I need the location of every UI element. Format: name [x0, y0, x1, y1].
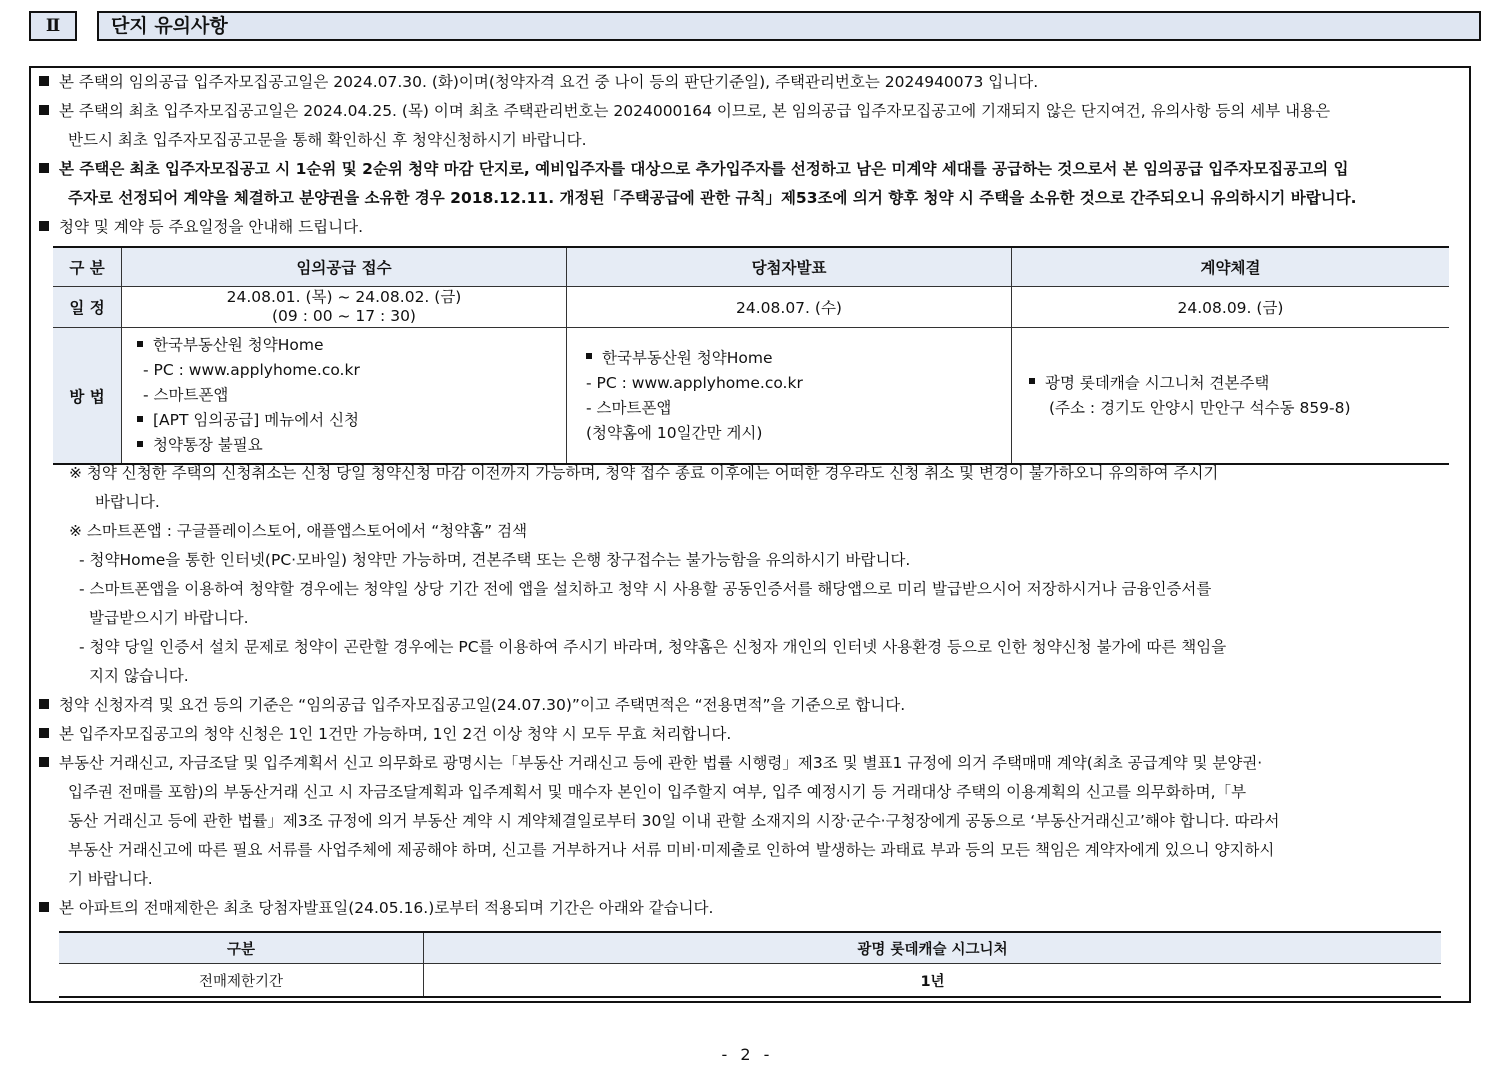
paragraph-bold — [39, 155, 1461, 184]
table-row — [53, 287, 1449, 328]
note-line: ※ 스마트폰앱 : 구글플레이스토어, 애플앱스토어에서 “청약홈” 검색 — [69, 522, 528, 540]
note-line: - 청약Home을 통한 인터넷(PC·모바일) 청약만 가능하며, 견본주택 또는 은행 창구접수는 불가능함을 유의하시기 바랍니다. — [79, 551, 911, 569]
table-header-row — [59, 932, 1441, 964]
paragraph-text: 동산 거래신고 등에 관한 법률」제3조 규정에 의거 부동산 계약 시 계약체결일로부터 30일 이내 관할 소재지의 시장·군수·구청장에게 공동으로 ‘부동산거래신고’해야 합니다. 따라서 — [68, 812, 1280, 830]
paragraph-text: 본 주택은 최초 입주자모집공고 시 1순위 및 2순위 청약 마감 단지로, 예비입주자를 대상으로 추가입주자를 선정하고 남은 미계약 세대를 공급하는 것으로서 본 임의공급 입주자모집공고의 입 — [59, 160, 1349, 178]
note-line: ※ 청약 신청한 주택의 신청취소는 신청 당일 청약신청 마감 이전까지 가능하며, 청약 접수 종료 이후에는 어떠한 경우라도 신청 취소 및 변경이 불가하오니 유의하여 주시기 — [69, 464, 1219, 482]
paragraph — [39, 97, 1461, 126]
header-cell: 광명 롯데캐슬 시그니처 — [424, 932, 1442, 964]
list-item: 광명 롯데캐슬 시그니처 견본주택 — [1045, 373, 1270, 392]
header-cell: 당첨자발표 — [567, 247, 1012, 287]
paragraph-text: 부동산 거래신고, 자금조달 및 입주계획서 신고 의무화로 광명시는「부동산 거래신고 등에 관한 법률 시행령」제3조 및 별표1 규정에 의거 주택매매 계약(최초 공급계약 및 분양권· — [59, 754, 1263, 772]
row-label: 방 법 — [53, 328, 122, 465]
paragraph-text: 본 아파트의 전매제한은 최초 당첨자발표일(24.05.16.)로부터 적용되며 기간은 아래와 같습니다. — [59, 899, 714, 917]
header-cell: 계약체결 — [1012, 247, 1450, 287]
paragraph-continued — [39, 126, 1461, 155]
bullet-square-icon — [39, 105, 49, 115]
paragraph-continued — [39, 865, 1461, 894]
bullet-square-icon — [39, 76, 49, 86]
paragraph — [39, 894, 1461, 923]
date-line: 24.08.01. (목) ~ 24.08.02. (금) — [226, 288, 462, 306]
paragraph — [39, 213, 1461, 242]
paragraph-text: 주자로 선정되어 계약을 체결하고 분양권을 소유한 경우 2018.12.11. 개정된「주택공급에 관한 규칙」제53조에 의거 향후 청약 시 주택을 소유한 것으로 간주되오니 유의하시기 바랍니다. — [68, 189, 1357, 207]
paragraph-text: 본 입주자모집공고의 청약 신청은 1인 1건만 가능하며, 1인 2건 이상 청약 시 모두 무효 처리합니다. — [59, 725, 732, 743]
note-line: 바랍니다. — [95, 493, 160, 511]
list-item: 한국부동산원 청약Home — [153, 336, 324, 354]
paragraph-bold-continued — [39, 184, 1461, 213]
paragraph-text: 입주권 전매를 포함)의 부동산거래 신고 시 자금조달계획과 입주계획서 및 매수자 본인이 입주할지 여부, 입주 예정시기 등 거래대상 주택의 이용계획의 신고를 의무화하며,「부 — [68, 783, 1247, 801]
header-cell: 임의공급 접수 — [122, 247, 567, 287]
paragraph — [39, 720, 1461, 749]
header-cell: 구 분 — [53, 247, 122, 287]
paragraph-continued — [39, 807, 1461, 836]
paragraph — [39, 68, 1461, 97]
table-cell: 전매제한기간 — [59, 964, 424, 998]
date-cell: 24.08.07. (수) — [567, 287, 1012, 328]
list-item: [APT 임의공급] 메뉴에서 신청 — [153, 411, 360, 429]
bullet-icon — [137, 416, 143, 422]
bullet-icon — [1029, 378, 1035, 384]
section-title: 단지 유의사항 — [97, 11, 1481, 41]
note-line: 지지 않습니다. — [89, 667, 189, 685]
date-cell — [122, 287, 567, 328]
paragraph — [39, 691, 1461, 720]
list-item: - 스마트폰앱 — [143, 386, 229, 404]
paragraph-continued — [39, 778, 1461, 807]
list-item: (청약홈에 10일간만 게시) — [586, 423, 763, 442]
note-line: - 청약 당일 인증서 설치 문제로 청약이 곤란할 경우에는 PC를 이용하여 주시기 바라며, 청약홈은 신청자 개인의 인터넷 사용환경 등으로 인한 청약신청 불가에 따른 책임을 — [79, 638, 1227, 656]
note-line: 발급받으시기 바랍니다. — [89, 609, 249, 627]
bullet-icon — [137, 441, 143, 447]
list-item: - 스마트폰앱 — [586, 398, 672, 417]
bullet-icon — [586, 353, 592, 359]
paragraph-continued — [39, 836, 1461, 865]
list-item: 청약통장 불필요 — [153, 436, 263, 454]
resale-table — [59, 931, 1441, 998]
bullet-square-icon — [39, 221, 49, 231]
paragraph — [39, 749, 1461, 778]
bullet-icon — [137, 341, 143, 347]
list-item: - PC : www.applyhome.co.kr — [586, 373, 803, 392]
paragraph-text: 청약 신청자격 및 요건 등의 기준은 “임의공급 입주자모집공고일(24.07.30)”이고 주택면적은 “전용면적”을 기준으로 합니다. — [59, 696, 906, 714]
paragraph-text: 기 바랍니다. — [68, 870, 153, 888]
table-cell: 1년 — [920, 973, 945, 990]
row-label: 일 정 — [53, 287, 122, 328]
bullet-square-icon — [39, 757, 49, 767]
list-item: - PC : www.applyhome.co.kr — [143, 361, 360, 379]
paragraph-text: 청약 및 계약 등 주요일정을 안내해 드립니다. — [59, 218, 364, 236]
header-cell: 구분 — [59, 932, 424, 964]
table-row — [53, 328, 1449, 465]
notice-frame — [29, 66, 1471, 1003]
paragraph-text: 반드시 최초 입주자모집공고문을 통해 확인하신 후 청약신청하시기 바랍니다. — [68, 131, 587, 149]
section-number: Ⅱ — [29, 11, 77, 41]
bullet-square-icon — [39, 902, 49, 912]
bullet-square-icon — [39, 699, 49, 709]
date-cell: 24.08.09. (금) — [1012, 287, 1450, 328]
list-item: 한국부동산원 청약Home — [602, 348, 773, 367]
list-item: (주소 : 경기도 안양시 만안구 석수동 859-8) — [1049, 398, 1351, 417]
schedule-table — [53, 246, 1449, 465]
table-row — [59, 964, 1441, 998]
page-number: - 2 - — [721, 1045, 774, 1064]
method-cell — [567, 328, 1012, 465]
paragraph-text: 부동산 거래신고에 따른 필요 서류를 사업주체에 제공해야 하며, 신고를 거부하거나 서류 미비·미제출로 인하여 발생하는 과태료 부과 등의 모든 책임은 계약자에게 있으니 양지하시 — [68, 841, 1275, 859]
time-line: (09 : 00 ~ 17 : 30) — [272, 307, 416, 325]
table-header-row — [53, 247, 1449, 287]
paragraph-text: 본 주택의 최초 입주자모집공고일은 2024.04.25. (목) 이며 최초 주택관리번호는 2024000164 이므로, 본 임의공급 입주자모집공고에 기재되지 않은 단지여건, 유의사항 등의 세부 내용은 — [59, 102, 1331, 120]
note-line: - 스마트폰앱을 이용하여 청약할 경우에는 청약일 상당 기간 전에 앱을 설치하고 청약 시 사용할 공동인증서를 해당앱으로 미리 발급받으시어 저장하시거나 금융인증서를 — [79, 580, 1212, 598]
bullet-square-icon — [39, 163, 49, 173]
paragraph-text: 본 주택의 임의공급 입주자모집공고일은 2024.07.30. (화)이며(청약자격 요건 중 나이 등의 판단기준일), 주택관리번호는 2024940073 입니다. — [59, 73, 1039, 91]
method-cell — [1012, 328, 1450, 465]
method-cell — [122, 328, 567, 465]
bullet-square-icon — [39, 728, 49, 738]
